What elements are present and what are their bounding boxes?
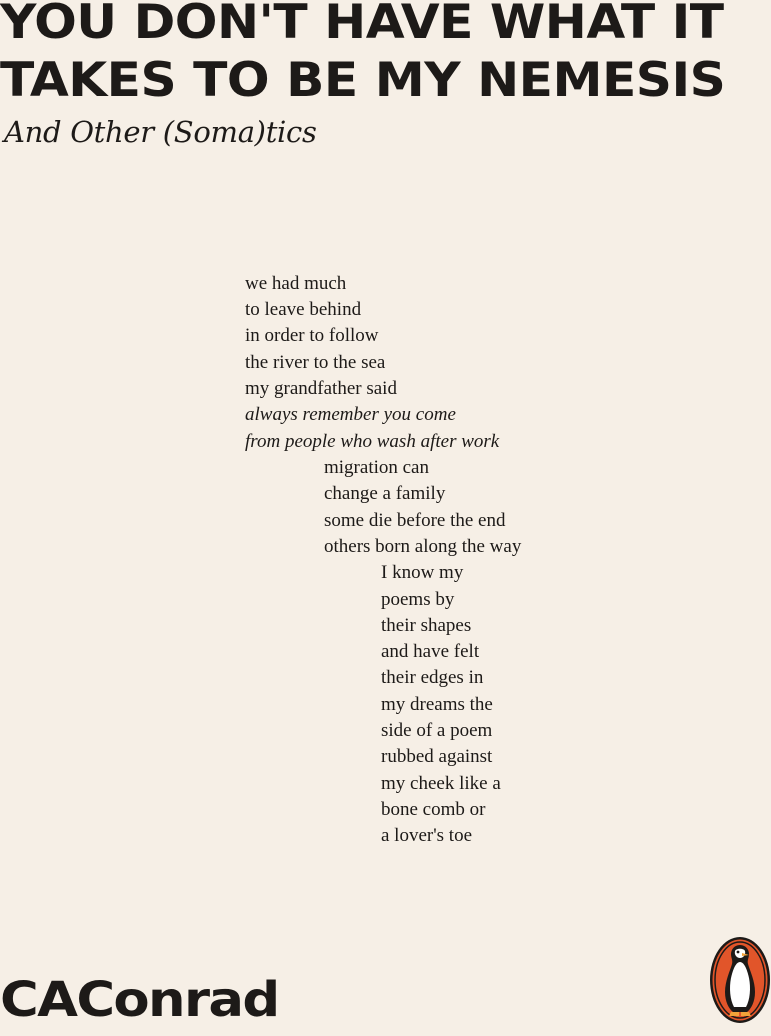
- poem-line: I know my: [381, 562, 464, 583]
- poem-line: the river to the sea: [245, 352, 386, 373]
- penguin-logo: [709, 936, 771, 1024]
- poem-line: poems by: [381, 589, 455, 610]
- title-line-2: TAKES TO BE MY NEMESIS: [0, 53, 726, 108]
- poem-line: to leave behind: [245, 299, 362, 320]
- poem-line: their shapes: [381, 615, 472, 636]
- poem-line: my cheek like a: [381, 773, 501, 794]
- book-title: [0, 0, 771, 110]
- poem-line: in order to follow: [245, 325, 379, 346]
- poem-line: a lover's toe: [381, 825, 473, 846]
- poem-line: others born along the way: [324, 536, 522, 557]
- poem-line: and have felt: [381, 641, 480, 662]
- book-subtitle: And Other (Soma)tics: [4, 115, 317, 149]
- poem-line: we had much: [245, 273, 347, 294]
- poem-line-italic: from people who wash after work: [245, 431, 500, 452]
- poem-line: some die before the end: [324, 510, 506, 531]
- poem-line: my grandfather said: [245, 378, 397, 399]
- poem-line: bone comb or: [381, 799, 486, 820]
- author-name: CAConrad: [0, 972, 279, 1028]
- poem-line: my dreams the: [381, 694, 493, 715]
- poem-line-italic: always remember you come: [245, 404, 456, 425]
- penguin-eye: [737, 951, 740, 954]
- poem-line: migration can: [324, 457, 429, 478]
- title-line-1: YOU DON'T HAVE WHAT IT: [0, 0, 724, 50]
- poem-line: their edges in: [381, 667, 484, 688]
- poem-line: change a family: [324, 483, 446, 504]
- poem-line: rubbed against: [381, 746, 493, 767]
- poem-line: side of a poem: [381, 720, 493, 741]
